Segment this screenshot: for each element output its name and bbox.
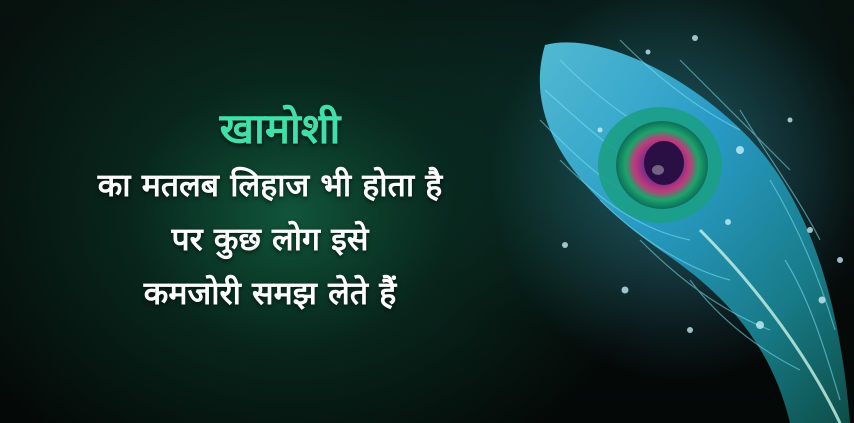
- quote-line-1: का मतलब लिहाज भी होता है: [97, 166, 443, 204]
- quote-line-2: पर कुछ लोग इसे: [171, 220, 369, 258]
- quote-text: [20, 100, 520, 320]
- water-drop: [652, 165, 664, 175]
- quote-line-3: कमजोरी समझ लेते हैं: [143, 274, 397, 312]
- quote-title: खामोशी: [219, 104, 341, 153]
- feather-eye-center: [644, 141, 684, 185]
